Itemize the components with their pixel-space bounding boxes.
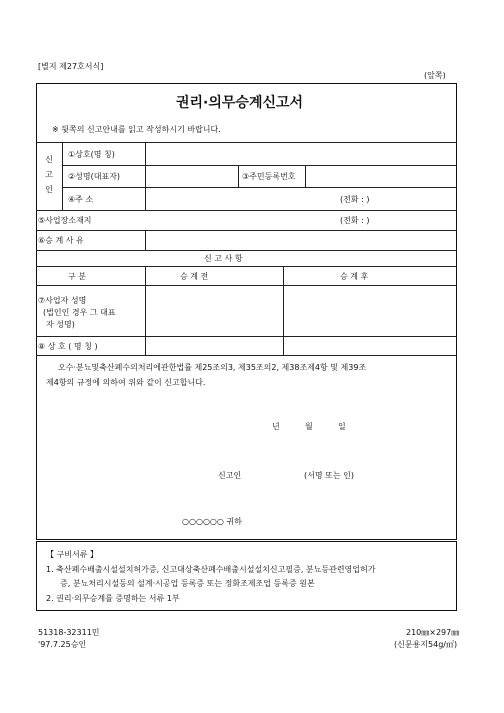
- paper-type: (신문용지54g/㎡): [394, 640, 458, 649]
- column-before-header: 승 계 전: [180, 272, 209, 281]
- resident-number-label: ③주민등록번호: [242, 172, 296, 181]
- trade-name-row-label: ⑧ 상 호 ( 명 칭 ): [38, 342, 98, 351]
- address-label: ④주 소: [68, 195, 94, 204]
- statement-line-2: 제4항의 규정에 의하여 위와 같이 신고합니다.: [46, 378, 206, 387]
- applicant-label-3: 인: [45, 185, 53, 194]
- form-number: [별지 제27호서식]: [38, 62, 104, 71]
- approval-date: '97.7.25승인: [38, 640, 87, 649]
- date-day: 일: [338, 422, 346, 431]
- declaration-heading: 신 고 사 항: [204, 254, 243, 263]
- succession-reason-label: ⑥승 계 사 유: [38, 236, 84, 245]
- statement-line-1: 오수·분뇨및축산폐수의처리에관한법률 제25조의3, 제35조의2, 제38조제4항 및 제39조: [58, 363, 367, 372]
- applicant-label-2: 고: [45, 170, 53, 179]
- business-owner-label-1: ⑦사업자 성명: [38, 296, 87, 305]
- notice-text: ※ 뒷쪽의 신고안내를 읽고 작성하시기 바랍니다.: [52, 125, 221, 134]
- form-code: 51318-32311민: [38, 628, 100, 637]
- business-address-phone: (전화 : ): [340, 216, 370, 225]
- column-item-header: 구 분: [68, 272, 86, 281]
- required-document-1-line-2: 증, 분뇨처리시설등의 설계·시공업 등록증 또는 정화조제조업 등록증 원본: [60, 579, 315, 588]
- address-phone: (전화 : ): [340, 195, 370, 204]
- date-month: 월: [305, 422, 313, 431]
- column-after-header: 승 계 후: [340, 272, 369, 281]
- business-owner-label-2: (법인인 경우 그 대표: [43, 308, 116, 317]
- applicant-label-1: 신: [45, 155, 53, 164]
- representative-name-label: ②성명(대표자): [68, 172, 121, 181]
- recipient-line: ○○○○○○ 귀하: [182, 517, 242, 526]
- signature-note: (서명 또는 인): [304, 471, 354, 480]
- required-document-1-line-1: 1. 축산폐수배출시설설치허가증, 신고대상축산폐수배출시설설치신고필증, 분뇨등관련영업허가: [46, 565, 376, 574]
- trade-name-label: ①상호(명 칭): [68, 150, 115, 159]
- date-year: 년: [272, 422, 280, 431]
- required-document-2: 2. 권리·의무승계를 증명하는 서류 1부: [46, 594, 180, 603]
- paper-size: 210㎜×297㎜: [406, 628, 460, 637]
- business-address-label: ⑤사업장소재지: [38, 216, 92, 225]
- signature-label: 신고인: [218, 471, 242, 480]
- form-title: 권리·의무승계신고서: [176, 95, 304, 111]
- page-side-label: (앞쪽): [424, 71, 446, 80]
- business-owner-label-3: 자 성명): [46, 320, 75, 329]
- required-documents-heading: 【 구비서류 】: [46, 550, 98, 559]
